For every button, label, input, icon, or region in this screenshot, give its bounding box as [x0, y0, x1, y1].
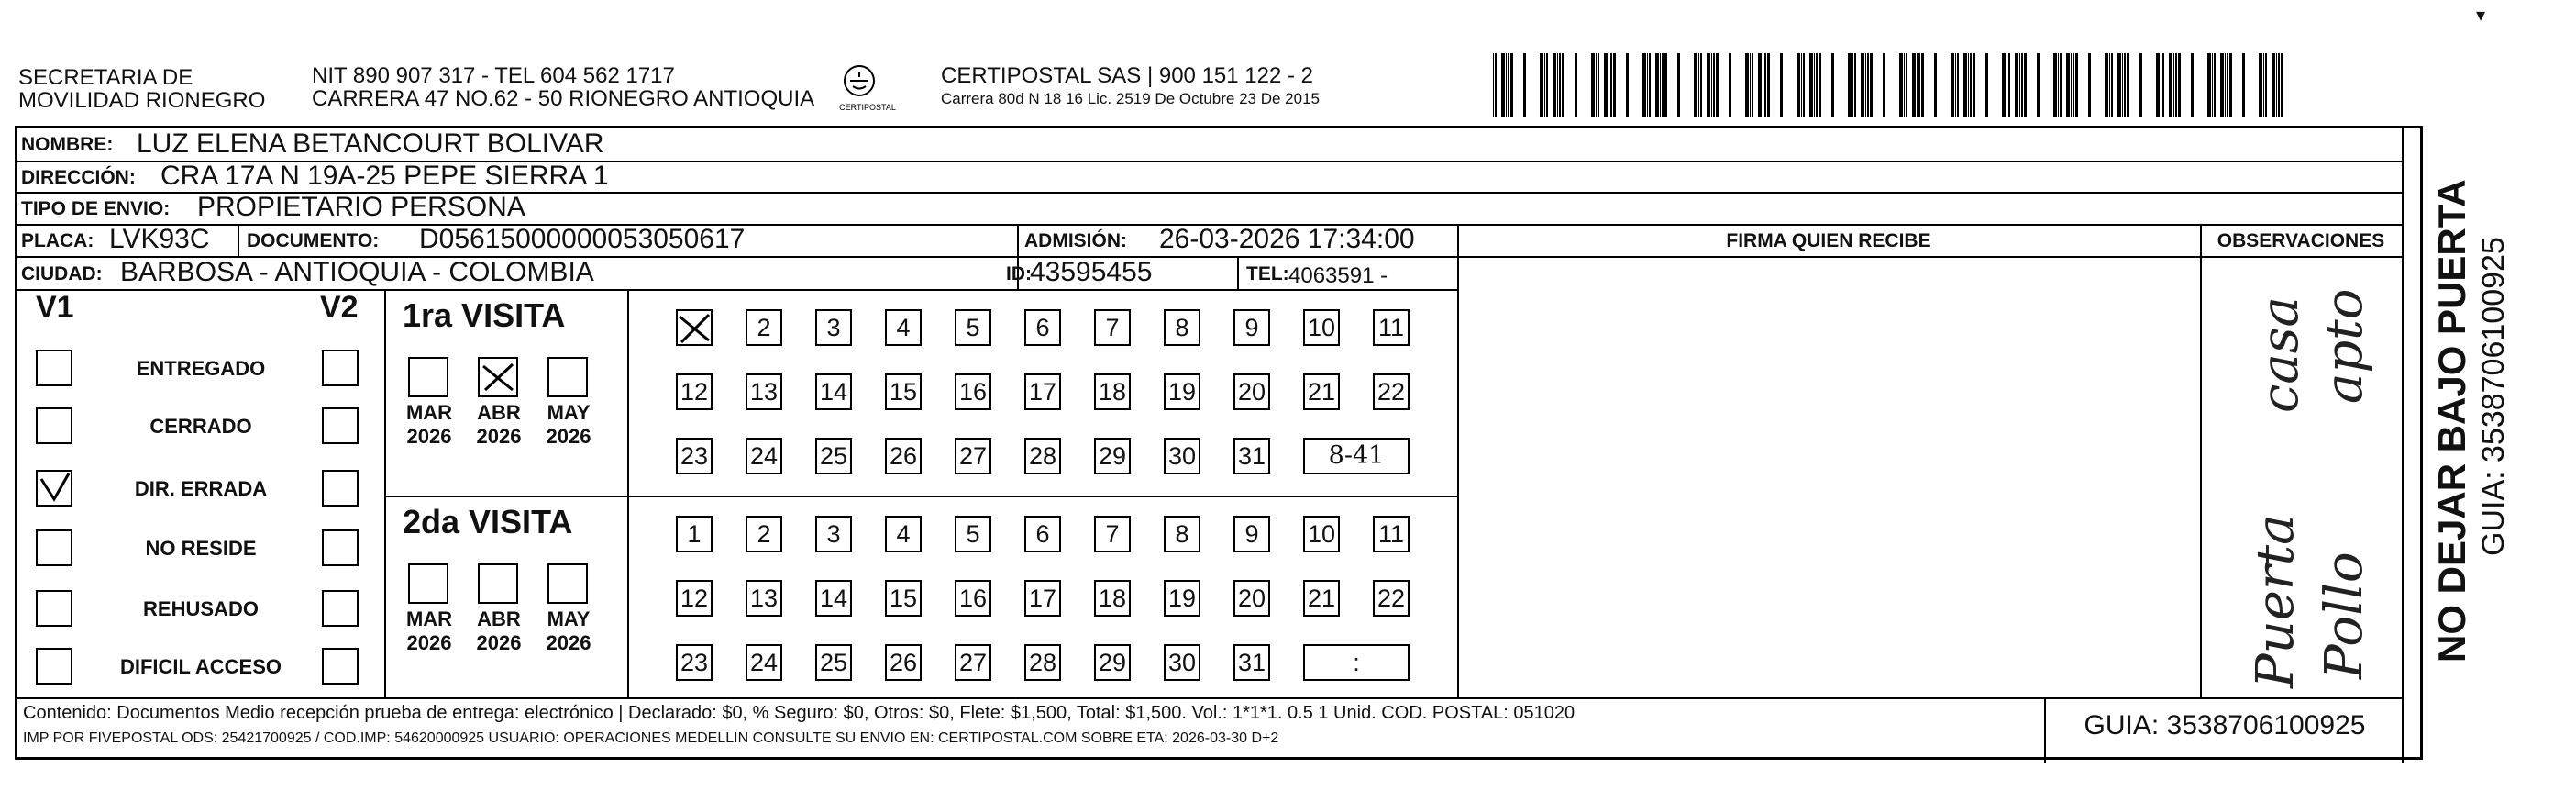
month-label [467, 401, 531, 449]
day-checkbox[interactable]: 30 [1164, 644, 1200, 681]
day-checkbox[interactable]: 20 [1233, 373, 1270, 410]
footer-contenido: Contenido: Documentos Medio recepción prueba de entrega: electrónico | Declarado: $0, % Seguro: $0, Otros: $0, Flete: $1,500, Total: $1,500. Vol.: 1*1*1. 0.5 1 Unid. COD. POSTAL: 051020 [23, 703, 1575, 723]
barcode-bar [1814, 53, 1815, 117]
barcode-bar [1917, 53, 1918, 117]
barcode-bar [1510, 53, 1513, 117]
barcode-bar [2105, 53, 2108, 117]
barcode-bar [2111, 53, 2113, 117]
barcode-bar [1809, 53, 1813, 117]
documento-label: DOCUMENTO: [247, 230, 380, 251]
barcode-bar [1861, 53, 1864, 117]
day-checkbox[interactable]: 11 [1373, 309, 1410, 346]
direccion-value: CRA 17A N 19A-25 PEPE SIERRA 1 [160, 161, 609, 191]
barcode-bar [1750, 53, 1751, 117]
day-checkbox[interactable]: 15 [885, 373, 922, 410]
day-checkbox[interactable]: 7 [1094, 516, 1131, 552]
barcode-bar [2173, 53, 2174, 117]
barcode-bar [1767, 53, 1770, 117]
day-checkbox[interactable]: 12 [676, 580, 713, 617]
barcode-bar [2225, 53, 2226, 117]
day-checkbox[interactable]: 31 [1233, 644, 1270, 681]
barcode-bar [1596, 53, 1597, 117]
certipostal-logo [836, 62, 899, 114]
side-guia: GUIA: 3538706100925 [2476, 237, 2511, 556]
day-checkbox[interactable]: 26 [885, 644, 922, 681]
barcode-bar [2109, 53, 2110, 117]
barcode-bar [1852, 53, 1853, 117]
barcode-bar [1540, 53, 1543, 117]
day-checkbox[interactable]: 6 [1024, 309, 1061, 346]
month-checkbox[interactable] [408, 563, 448, 604]
month-year: 2026 [476, 631, 522, 654]
carrier-block [941, 64, 1320, 110]
barcode-bar [1700, 53, 1702, 117]
day-checkbox[interactable]: 28 [1024, 644, 1061, 681]
day-checkbox[interactable]: 29 [1094, 644, 1131, 681]
barcode-bar [1780, 53, 1783, 117]
v1-checkbox[interactable] [36, 648, 72, 685]
org-line-1: SECRETARIA DE [18, 65, 193, 90]
day-checkbox[interactable]: 4 [885, 516, 922, 552]
barcode-bar [2066, 53, 2070, 117]
admision-value: 26-03-2026 17:34:00 [1159, 224, 1415, 254]
day-checkbox[interactable]: 9 [1233, 516, 1270, 552]
barcode-bar [1642, 53, 1646, 117]
day-checkbox[interactable]: 3 [815, 516, 852, 552]
barcode-bar [2021, 53, 2023, 117]
barcode-bar [2024, 53, 2027, 117]
barcode-bar [2002, 53, 2006, 117]
v1-checkbox[interactable] [36, 590, 72, 627]
barcode-bar [1803, 53, 1805, 117]
barcode-bar [2242, 53, 2245, 117]
day-checkbox[interactable]: 4 [885, 309, 922, 346]
barcode-bar [1546, 53, 1548, 117]
barcode-bar [2008, 53, 2010, 117]
barcode-bar [2227, 53, 2228, 117]
barcode-bar [1921, 53, 1924, 117]
barcode-bar [1662, 53, 1664, 117]
visit-title: 2da VISITA [403, 503, 573, 540]
month-label [397, 607, 461, 655]
month-label [397, 401, 461, 449]
barcode-bar [2281, 53, 2283, 117]
observacion-puerta: Puerta [2246, 514, 2305, 688]
barcode-bar [2037, 53, 2040, 117]
barcode-bar [1613, 53, 1616, 117]
barcode-bar [1752, 53, 1753, 117]
barcode-bar [1649, 53, 1651, 117]
barcode-bar [1655, 53, 1659, 117]
barcode-bar [1963, 53, 1967, 117]
barcode-bar [2212, 53, 2213, 117]
day-checkbox[interactable]: 7 [1094, 309, 1131, 346]
day-checkbox[interactable] [676, 309, 713, 346]
nit-block [312, 64, 814, 110]
barcode-bar [1973, 53, 1975, 117]
barcode-bar [1707, 53, 1710, 117]
v1-checkbox[interactable] [36, 350, 72, 386]
status-option-label: DIR. ERRADA [134, 477, 268, 500]
barcode-bar [1575, 53, 1577, 117]
barcode-bar [1904, 53, 1905, 117]
observacion-apto: apto [2315, 288, 2374, 404]
barcode-bar [1870, 53, 1873, 117]
month-name: MAR [405, 607, 453, 630]
tipo-envio-label: TIPO DE ENVIO: [21, 198, 171, 219]
barcode-bar [1523, 53, 1526, 117]
day-checkbox[interactable]: 8 [1164, 309, 1200, 346]
org-line-2: MOVILIDAD RIONEGRO [18, 88, 266, 113]
month-name: MAR [405, 401, 453, 424]
month-name: MAY [547, 401, 591, 424]
barcode-bar [1610, 53, 1612, 117]
day-checkbox[interactable]: 22 [1373, 580, 1410, 617]
nombre-value: LUZ ELENA BETANCOURT BOLIVAR [137, 128, 604, 159]
day-checkbox[interactable]: 6 [1024, 516, 1061, 552]
barcode-bar [2162, 53, 2164, 117]
barcode-bar [2058, 53, 2059, 117]
barcode-bar [2259, 53, 2262, 117]
month-label [536, 607, 601, 655]
day-checkbox[interactable]: 16 [955, 373, 991, 410]
day-checkbox[interactable]: 30 [1164, 438, 1200, 474]
barcode-bar [1626, 53, 1629, 117]
day-checkbox[interactable]: 19 [1164, 580, 1200, 617]
barcode-bar [2060, 53, 2062, 117]
observaciones-header: OBSERVACIONES [2217, 230, 2385, 251]
day-checkbox[interactable]: 13 [746, 580, 782, 617]
month-label [536, 401, 601, 449]
day-checkbox[interactable]: 17 [1024, 580, 1061, 617]
day-checkbox[interactable]: 29 [1094, 438, 1131, 474]
barcode-bar [2169, 53, 2172, 117]
month-checkbox[interactable] [547, 563, 588, 604]
barcode-bar [1713, 53, 1715, 117]
barcode-bar [2071, 53, 2072, 117]
barcode-bar [2124, 53, 2126, 117]
day-checkbox[interactable]: 19 [1164, 373, 1200, 410]
day-checkbox[interactable]: 2 [746, 516, 782, 552]
placa-value: LVK93C [109, 224, 210, 254]
barcode-bar [1557, 53, 1558, 117]
day-checkbox[interactable]: 15 [885, 580, 922, 617]
barcode-bar [2015, 53, 2018, 117]
barcode-bar [1598, 53, 1599, 117]
month-year: 2026 [406, 631, 452, 654]
v2-checkbox[interactable] [322, 407, 359, 444]
observacion-casa: casa [2250, 296, 2310, 413]
org-name [18, 66, 265, 112]
barcode-bar [1918, 53, 1920, 117]
v2-label: V2 [320, 290, 359, 325]
barcode-bar [1865, 53, 1866, 117]
month-name: MAY [547, 607, 591, 630]
barcode-bar [1495, 53, 1497, 117]
ciudad-value: BARBOSA - ANTIOQUIA - COLOMBIA [120, 257, 594, 287]
barcode-bar [1647, 53, 1648, 117]
barcode [1493, 53, 2285, 117]
v1-label: V1 [36, 290, 74, 325]
day-checkbox[interactable]: 20 [1233, 580, 1270, 617]
barcode-bar [2272, 53, 2275, 117]
tel-value: 4063591 - [1288, 263, 1388, 288]
ciudad-label: CIUDAD: [21, 263, 103, 284]
barcode-bar [1758, 53, 1762, 117]
carrier-line-1: CERTIPOSTAL SAS | 900 151 122 - 2 [941, 63, 1313, 88]
month-name: ABR [477, 607, 521, 630]
barcode-bar [1553, 53, 1556, 117]
v2-checkbox[interactable] [322, 590, 359, 627]
barcode-bar [1848, 53, 1852, 117]
barcode-bar [1508, 53, 1509, 117]
status-option-label: DIFICIL ACCESO [119, 655, 282, 678]
day-checkbox[interactable]: 10 [1303, 309, 1340, 346]
barcode-bar [2278, 53, 2280, 117]
barcode-bar [2214, 53, 2216, 117]
barcode-bar [2127, 53, 2129, 117]
barcode-bar [1493, 53, 1494, 117]
barcode-bar [2075, 53, 2078, 117]
barcode-bar [1559, 53, 1561, 117]
barcode-bar [1694, 53, 1697, 117]
barcode-bar [1664, 53, 1667, 117]
barcode-bar [2073, 53, 2074, 117]
month-checkbox[interactable] [478, 563, 518, 604]
barcode-bar [2088, 53, 2091, 117]
month-year: 2026 [476, 425, 522, 448]
v2-checkbox[interactable] [322, 350, 359, 386]
barcode-bar [1506, 53, 1507, 117]
address-line: CARRERA 47 NO.62 - 50 RIONEGRO ANTIOQUIA [312, 86, 815, 111]
barcode-bar [1544, 53, 1545, 117]
day-checkbox[interactable]: 3 [815, 309, 852, 346]
barcode-bar [1764, 53, 1766, 117]
barcode-bar [1562, 53, 1564, 117]
day-checkbox[interactable]: 8 [1164, 516, 1200, 552]
barcode-bar [1797, 53, 1800, 117]
barcode-bar [1801, 53, 1802, 117]
barcode-bar [2139, 53, 2142, 117]
barcode-bar [1906, 53, 1907, 117]
day-checkbox[interactable]: 11 [1373, 516, 1410, 552]
barcode-bar [1745, 53, 1749, 117]
barcode-bar [1968, 53, 1969, 117]
month-name: ABR [477, 401, 521, 424]
day-checkbox[interactable]: 17 [1024, 373, 1061, 410]
nit-line: NIT 890 907 317 - TEL 604 562 1717 [312, 63, 675, 88]
status-option-label: REHUSADO [143, 597, 259, 620]
month-year: 2026 [546, 631, 591, 654]
barcode-bar [2220, 53, 2224, 117]
day-checkbox[interactable]: 25 [815, 644, 852, 681]
day-checkbox[interactable]: 27 [955, 644, 991, 681]
day-checkbox[interactable]: 5 [955, 516, 991, 552]
barcode-bar [2207, 53, 2211, 117]
barcode-bar [1912, 53, 1916, 117]
day-checkbox[interactable]: 24 [746, 438, 782, 474]
logo-text: CERTIPOSTAL [839, 103, 896, 112]
visit-time-box[interactable]: 8-41 [1303, 438, 1410, 474]
barcode-bar [1957, 53, 1959, 117]
barcode-bar [1955, 53, 1956, 117]
day-checkbox[interactable]: 14 [815, 580, 852, 617]
barcode-bar [1883, 53, 1885, 117]
footer-guia: GUIA: 3538706100925 [2084, 710, 2366, 741]
day-checkbox[interactable]: 1 [676, 516, 713, 552]
documento-value: D05615000000053050617 [419, 224, 746, 254]
day-checkbox[interactable]: 23 [676, 438, 713, 474]
day-checkbox[interactable]: 14 [815, 373, 852, 410]
barcode-bar [1604, 53, 1608, 117]
firma-header: FIRMA QUIEN RECIBE [1726, 230, 1931, 251]
barcode-bar [2175, 53, 2177, 117]
status-option-label: ENTREGADO [136, 357, 266, 380]
barcode-bar [2053, 53, 2057, 117]
barcode-bar [1660, 53, 1661, 117]
status-option-label: CERRADO [149, 415, 252, 438]
barcode-bar [1716, 53, 1719, 117]
barcode-bar [1698, 53, 1699, 117]
corner-mark: ▾ [2476, 6, 2486, 26]
barcode-bar [1729, 53, 1731, 117]
barcode-bar [2178, 53, 2181, 117]
tipo-envio-value: PROPIETARIO PERSONA [197, 192, 525, 222]
barcode-bar [1591, 53, 1595, 117]
day-checkbox[interactable]: 16 [955, 580, 991, 617]
day-checkbox[interactable]: 31 [1233, 438, 1270, 474]
barcode-bar [1867, 53, 1869, 117]
nombre-label: NOMBRE: [21, 134, 114, 155]
admision-label: ADMISIÓN: [1024, 230, 1127, 251]
observacion-pollo: Pollo [2315, 551, 2374, 679]
barcode-bar [1970, 53, 1972, 117]
day-checkbox[interactable]: 10 [1303, 516, 1340, 552]
barcode-bar [2263, 53, 2264, 117]
day-checkbox[interactable]: 5 [955, 309, 991, 346]
v2-checkbox[interactable] [322, 470, 359, 507]
month-checkbox[interactable] [478, 357, 518, 397]
side-title: NO DEJAR BAJO PUERTA [2430, 179, 2473, 663]
direccion-label: DIRECCIÓN: [21, 167, 136, 188]
day-checkbox[interactable]: 24 [746, 644, 782, 681]
footer-imp: IMP POR FIVEPOSTAL ODS: 25421700925 / COD.IMP: 54620000925 USUARIO: OPERACIONES MEDELLIN CONSULTE SU ENVIO EN: CERTIPOSTAL.COM SOBRE ETA: 2026-03-30 D+2 [23, 730, 1279, 746]
barcode-bar [1677, 53, 1680, 117]
barcode-bar [2265, 53, 2267, 117]
v1-checkbox[interactable] [36, 407, 72, 444]
status-option-label: NO RESIDE [145, 537, 257, 560]
month-label [467, 607, 531, 655]
v1-checkbox[interactable] [36, 470, 72, 507]
id-value: 43595455 [1030, 257, 1153, 287]
barcode-bar [2156, 53, 2160, 117]
month-checkbox[interactable] [408, 357, 448, 397]
month-year: 2026 [546, 425, 591, 448]
month-year: 2026 [406, 425, 452, 448]
day-checkbox[interactable]: 26 [885, 438, 922, 474]
barcode-bar [2122, 53, 2123, 117]
day-checkbox[interactable]: 22 [1373, 373, 1410, 410]
barcode-bar [1831, 53, 1834, 117]
barcode-bar [2229, 53, 2232, 117]
day-checkbox[interactable]: 18 [1094, 580, 1131, 617]
month-checkbox[interactable] [547, 357, 588, 397]
id-label: ID: [1006, 263, 1032, 284]
barcode-bar [1951, 53, 1954, 117]
barcode-bar [1711, 53, 1712, 117]
barcode-bar [1854, 53, 1856, 117]
barcode-bar [1985, 53, 1988, 117]
barcode-bar [2019, 53, 2020, 117]
day-checkbox[interactable]: 28 [1024, 438, 1061, 474]
carrier-line-2: Carrera 80d N 18 16 Lic. 2519 De Octubre 23 De 2015 [941, 90, 1320, 107]
day-checkbox[interactable]: 23 [676, 644, 713, 681]
barcode-bar [2191, 53, 2194, 117]
barcode-bar [2276, 53, 2277, 117]
day-checkbox[interactable]: 25 [815, 438, 852, 474]
day-checkbox[interactable]: 13 [746, 373, 782, 410]
day-checkbox[interactable]: 21 [1303, 580, 1340, 617]
v1-checkbox[interactable] [36, 529, 72, 566]
delivery-form [15, 126, 2423, 760]
day-checkbox[interactable]: 2 [746, 309, 782, 346]
barcode-bar [1934, 53, 1937, 117]
day-checkbox[interactable]: 12 [676, 373, 713, 410]
day-checkbox[interactable]: 9 [1233, 309, 1270, 346]
v2-checkbox[interactable] [322, 648, 359, 685]
visit-title: 1ra VISITA [403, 296, 566, 334]
barcode-bar [1899, 53, 1903, 117]
tel-label: TEL: [1246, 263, 1289, 284]
barcode-bar [1819, 53, 1821, 117]
barcode-bar [1501, 53, 1505, 117]
day-checkbox[interactable]: 18 [1094, 373, 1131, 410]
visit-time-box[interactable]: : [1303, 644, 1410, 681]
day-checkbox[interactable]: 21 [1303, 373, 1340, 410]
placa-label: PLACA: [21, 230, 94, 251]
day-checkbox[interactable]: 27 [955, 438, 991, 474]
v2-checkbox[interactable] [322, 529, 359, 566]
barcode-bar [1816, 53, 1818, 117]
barcode-bar [2117, 53, 2121, 117]
